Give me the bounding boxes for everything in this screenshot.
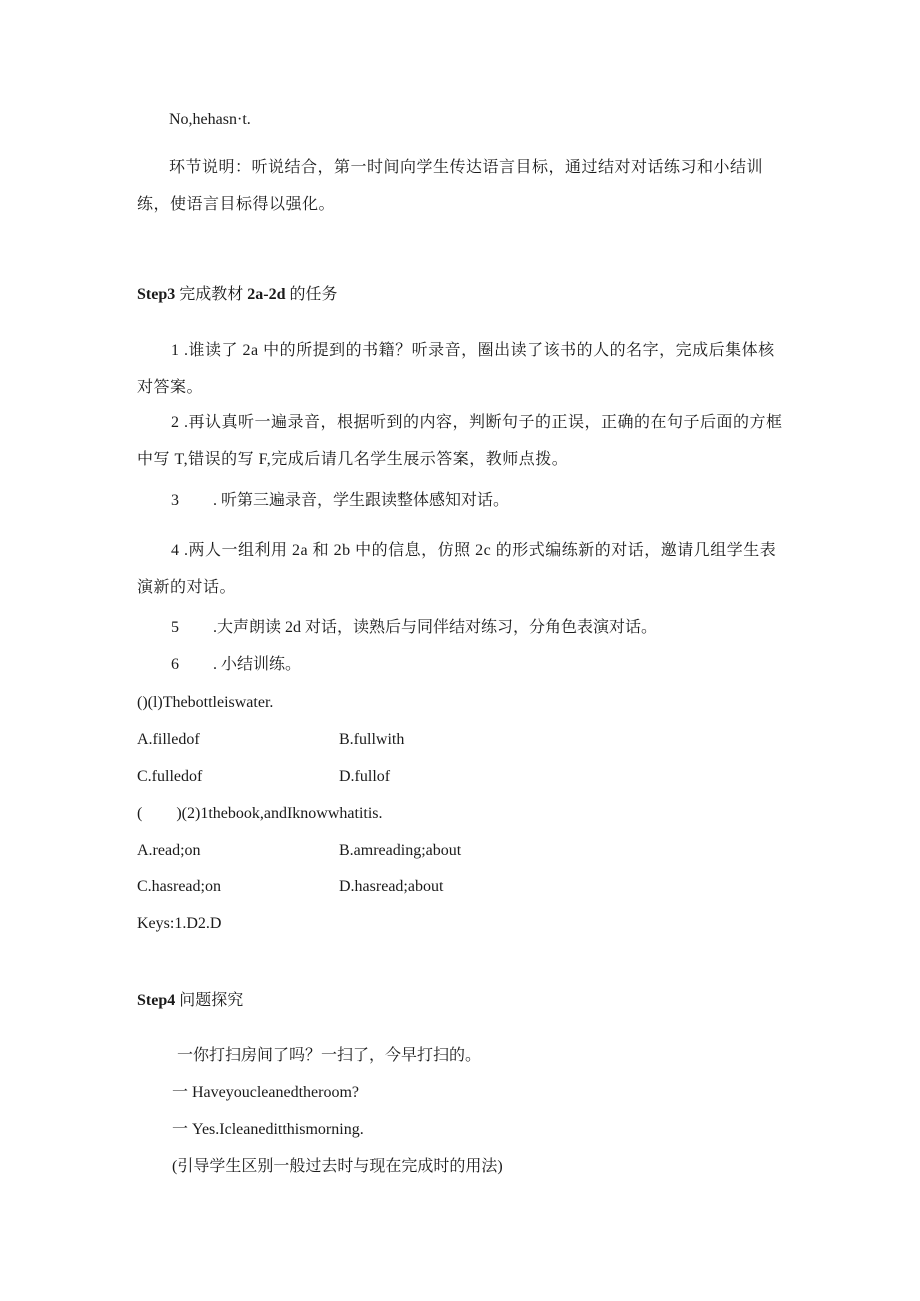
top-line: No,hehasn·t. bbox=[169, 111, 251, 128]
step3-label: Step3 bbox=[137, 286, 176, 303]
step3-item-4 bbox=[137, 532, 787, 606]
item-number: 2 bbox=[171, 414, 180, 431]
q2-option-d: D.hasread;about bbox=[339, 878, 444, 895]
step4-heading bbox=[137, 991, 243, 1011]
q2-option-b: B.amreading;about bbox=[339, 842, 462, 859]
item-text: .谁读了 2a 中的所提到的书籍？听录音，圈出读了该书的人的名字，完成后集体核对答案。 bbox=[137, 342, 775, 396]
q2-open-paren: ( bbox=[137, 805, 143, 822]
item-number: 6 bbox=[171, 656, 179, 673]
item-number: 5 bbox=[171, 619, 179, 636]
item-number: 4 bbox=[171, 542, 180, 559]
item-text: .大声朗读 2d 对话，读熟后与同伴结对练习，分角色表演对话。 bbox=[213, 619, 658, 636]
q2-option-a: A.read;on bbox=[137, 842, 201, 859]
step3-title-tail: 的任务 bbox=[285, 286, 338, 303]
step3-item-2 bbox=[137, 404, 787, 478]
item-text: .两人一组利用 2a 和 2b 中的信息，仿照 2c 的形式编练新的对话，邀请几组学生表演新的对话。 bbox=[137, 542, 777, 596]
q2-text: )(2)1thebook,andIknowwhatitis. bbox=[176, 805, 383, 822]
step4-title: 问题探究 bbox=[175, 992, 244, 1009]
step3-range: 2a-2d bbox=[247, 286, 286, 303]
q1-option-a: A.filledof bbox=[137, 731, 200, 748]
step3-item-5 bbox=[171, 618, 657, 638]
item-number: 1 bbox=[171, 342, 180, 359]
q1-option-d: D.fullof bbox=[339, 768, 391, 785]
item-number: 3 bbox=[171, 492, 179, 509]
item-text: . 小结训练。 bbox=[213, 656, 302, 673]
step4-line-3: 一 Yes.Icleaneditthismorning. bbox=[172, 1121, 364, 1138]
step4-line-1: 一你打扫房间了吗？一扫了，今早打扫的。 bbox=[177, 1047, 482, 1064]
question-2 bbox=[137, 804, 383, 824]
step4-label: Step4 bbox=[137, 992, 176, 1009]
step3-title-part: 完成教材 bbox=[175, 286, 248, 303]
step3-item-6 bbox=[171, 655, 301, 675]
step3-heading bbox=[137, 285, 338, 305]
section-note: 环节说明：听说结合，第一时间向学生传达语言目标，通过结对对话练习和小结训练，使语言目标得以强化。 bbox=[137, 159, 764, 213]
q1-option-c: C.fulledof bbox=[137, 768, 203, 785]
q2-option-c: C.hasread;on bbox=[137, 878, 221, 895]
step4-line-2: 一 Haveyoucleanedtheroom? bbox=[172, 1084, 360, 1101]
item-text: . 听第三遍录音，学生跟读整体感知对话。 bbox=[213, 492, 510, 509]
item-text: .再认真听一遍录音，根据听到的内容，判断句子的正误，正确的在句子后面的方框中写 T,错误的写 F,完成后请几名学生展示答案，教师点拨。 bbox=[137, 414, 783, 468]
question-1: ()(l)Thebottleiswater. bbox=[137, 694, 274, 711]
step4-line-4: (引导学生区别一般过去时与现在完成时的用法) bbox=[172, 1158, 503, 1175]
step3-item-3 bbox=[171, 491, 509, 511]
answer-keys: Keys:1.D2.D bbox=[137, 915, 222, 932]
q1-option-b: B.fullwith bbox=[339, 731, 405, 748]
step3-item-1 bbox=[137, 332, 787, 406]
